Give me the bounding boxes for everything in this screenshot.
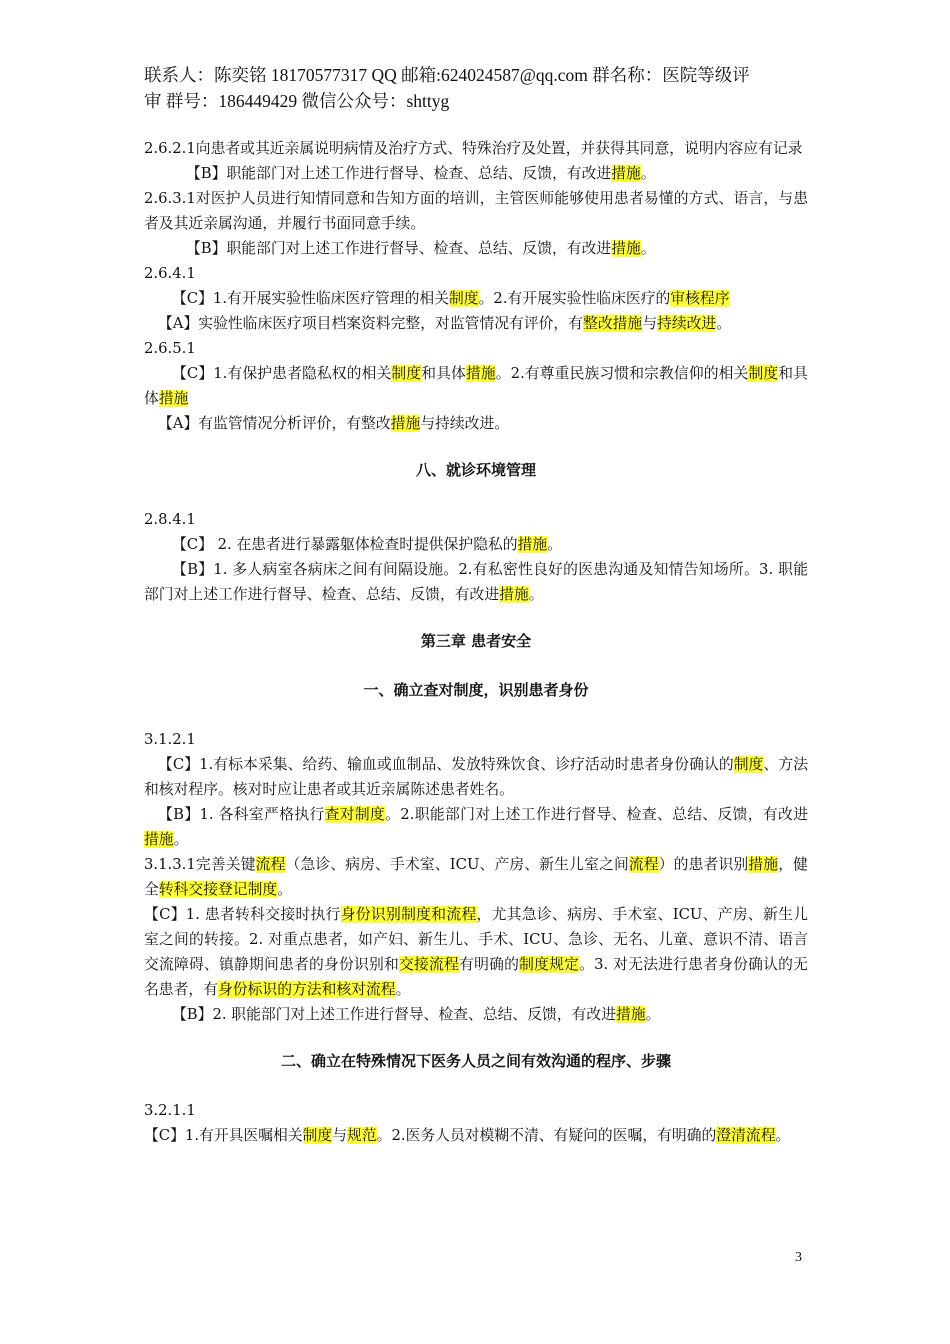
section-heading: 二、确立在特殊情况下医务人员之间有效沟通的程序、步骤	[280, 1052, 671, 1070]
paragraph	[144, 311, 808, 336]
text-run: 【B】2. 职能部门对上述工作进行督导、检查、总结、反馈，有改进	[172, 1006, 617, 1023]
highlighted-text: 身份标识的方法和核对流程	[218, 981, 396, 998]
paragraph	[144, 411, 808, 436]
text-run: （急诊、病房、手术室、ICU、产房、新生儿室之间	[285, 856, 629, 873]
text-run: ，健全	[144, 856, 808, 898]
highlighted-text: 措施	[611, 240, 641, 257]
highlighted-text: 审核程序	[670, 290, 730, 307]
text-run: 【C】1.有开具医嘱相关	[144, 1127, 303, 1144]
highlighted-text: 制度	[449, 290, 479, 307]
text-run: 与	[332, 1127, 348, 1144]
paragraph	[144, 1002, 808, 1027]
text-run: 【B】1. 多人病室各病床之间有间隔设施。2.有私密性良好的医患沟通及知情告知场所。3. 职能部门对上述工作进行督导、检查、总结、反馈，有改进	[144, 561, 808, 603]
paragraph	[144, 1123, 808, 1148]
highlighted-text: 规范	[347, 1127, 377, 1144]
text-run: 和具体	[421, 365, 466, 382]
text-run: 【B】1. 各科室严格执行	[158, 806, 325, 823]
text-run: 。	[640, 240, 656, 257]
text-run: 【A】有监管情况分析评价，有整改	[158, 415, 391, 432]
text-run: 与	[642, 315, 658, 332]
paragraph	[144, 286, 808, 311]
paragraph	[144, 507, 808, 532]
text-run: 有明确的	[459, 956, 520, 973]
document-page	[144, 62, 808, 1148]
text-run: 。	[547, 536, 563, 553]
header-line-2: 审 群号：186449429 微信公众号：shttyg	[144, 91, 450, 111]
text-run: 3.2.1.1	[144, 1102, 196, 1119]
text-run: 。	[645, 1006, 661, 1023]
paragraph	[144, 186, 808, 236]
document-body	[144, 136, 808, 1148]
text-run: 。	[528, 586, 544, 603]
text-run: 。	[775, 1127, 791, 1144]
highlighted-text: 制度	[748, 365, 779, 382]
text-run: 与持续改进。	[420, 415, 510, 432]
highlighted-text: 持续改进	[657, 315, 717, 332]
section-heading: 第三章 患者安全	[420, 632, 532, 650]
paragraph	[144, 236, 808, 261]
text-run: 。3. 对无法进行患者身份确认的无名患者，有	[144, 956, 808, 998]
paragraph	[144, 852, 808, 902]
highlighted-text: 整改措施	[583, 315, 643, 332]
section-heading: 一、确立查对制度，识别患者身份	[363, 681, 589, 699]
text-run: 【C】 2. 在患者进行暴露躯体检查时提供保护隐私的	[172, 536, 518, 553]
highlighted-text: 措施	[748, 856, 779, 873]
text-run: 【B】职能部门对上述工作进行督导、检查、总结、反馈，有改进	[186, 165, 612, 182]
highlighted-text: 措施	[499, 586, 529, 603]
highlighted-text: 制度规定	[519, 956, 580, 973]
text-run: 。	[395, 981, 411, 998]
header-line-1: 联系人：陈奕铭 18170577317 QQ 邮箱:624024587@qq.com 群名称：医院等级评	[144, 65, 750, 85]
text-run: 。2.职能部门对上述工作进行督导、检查、总结、反馈，有改进	[385, 806, 808, 823]
section-heading: 八、就诊环境管理	[415, 461, 536, 479]
text-run: 【C】1.有保护患者隐私权的相关	[172, 365, 392, 382]
paragraph	[144, 902, 808, 1002]
text-run: 。2.有开展实验性临床医疗的	[478, 290, 671, 307]
highlighted-text: 措施	[158, 390, 189, 407]
text-run: ，尤其急诊、病房、手术室、ICU、产房、新生儿室之间的转接。2. 对重点患者，如产妇、新生儿、手术、ICU、急诊、无名、儿童、意识不清、语言交流障碍、镇静期间患者的身份识别和	[144, 906, 808, 973]
highlighted-text: 澄清流程	[716, 1127, 776, 1144]
page-number: 3	[795, 1250, 802, 1265]
paragraph	[144, 136, 808, 161]
paragraph	[144, 361, 808, 411]
highlighted-text: 制度	[302, 1127, 333, 1144]
paragraph	[144, 727, 808, 752]
text-run: 【C】1.有开展实验性临床医疗管理的相关	[172, 290, 449, 307]
highlighted-text: 措施	[144, 831, 174, 848]
text-run: 3.1.2.1	[144, 731, 196, 748]
highlighted-text: 流程	[628, 856, 659, 873]
text-run: 2.6.4.1	[144, 265, 196, 282]
highlighted-text: 查对制度	[324, 806, 386, 823]
highlighted-text: 措施	[611, 165, 641, 182]
paragraph	[144, 261, 808, 286]
paragraph	[144, 557, 808, 607]
highlighted-text: 措施	[465, 365, 496, 382]
text-run: 和具体	[144, 365, 808, 407]
text-run: 。2.医务人员对模糊不清、有疑问的医嘱，有明确的	[376, 1127, 717, 1144]
text-run: 2.6.5.1	[144, 340, 196, 357]
highlighted-text: 措施	[390, 415, 421, 432]
text-run: 。	[277, 881, 293, 898]
text-run: 。	[173, 831, 189, 848]
contact-header	[144, 62, 808, 114]
paragraph	[144, 161, 808, 186]
text-run: 。2.有尊重民族习惯和宗教信仰的相关	[495, 365, 749, 382]
text-run: 2.6.2.1向患者或其近亲属说明病情及治疗方式、特殊治疗及处置，并获得其同意，说明内容应有记录	[144, 140, 803, 157]
text-run: 3.1.3.1完善关键	[144, 856, 256, 873]
paragraph	[144, 802, 808, 852]
text-run: 【C】1. 患者转科交接时执行	[144, 906, 341, 923]
paragraph	[144, 1098, 808, 1123]
text-run: ）的患者识别	[658, 856, 749, 873]
highlighted-text: 制度	[391, 365, 422, 382]
text-run: 。	[716, 315, 732, 332]
paragraph	[144, 532, 808, 557]
text-run: 【B】职能部门对上述工作进行督导、检查、总结、反馈，有改进	[186, 240, 612, 257]
paragraph	[144, 336, 808, 361]
highlighted-text: 身份识别制度和流程	[340, 906, 477, 923]
text-run: 、方法和核对程序。核对时应让患者或其近亲属陈述患者姓名。	[144, 756, 808, 798]
highlighted-text: 交接流程	[399, 956, 460, 973]
text-run: 。	[640, 165, 656, 182]
text-run: 2.8.4.1	[144, 511, 196, 528]
highlighted-text: 制度	[733, 756, 764, 773]
text-run: 【C】1.有标本采集、给药、输血或血制品、发放特殊饮食、诊疗活动时患者身份确认的	[158, 756, 734, 773]
highlighted-text: 措施	[616, 1006, 646, 1023]
text-run: 2.6.3.1对医护人员进行知情同意和告知方面的培训，主管医师能够使用患者易懂的方式、语言，与患者及其近亲属沟通，并履行书面同意手续。	[144, 190, 808, 232]
paragraph	[144, 752, 808, 802]
highlighted-text: 流程	[255, 856, 286, 873]
highlighted-text: 转科交接登记制度	[158, 881, 278, 898]
text-run: 【A】实验性临床医疗项目档案资料完整，对监管情况有评价，有	[158, 315, 584, 332]
highlighted-text: 措施	[517, 536, 548, 553]
